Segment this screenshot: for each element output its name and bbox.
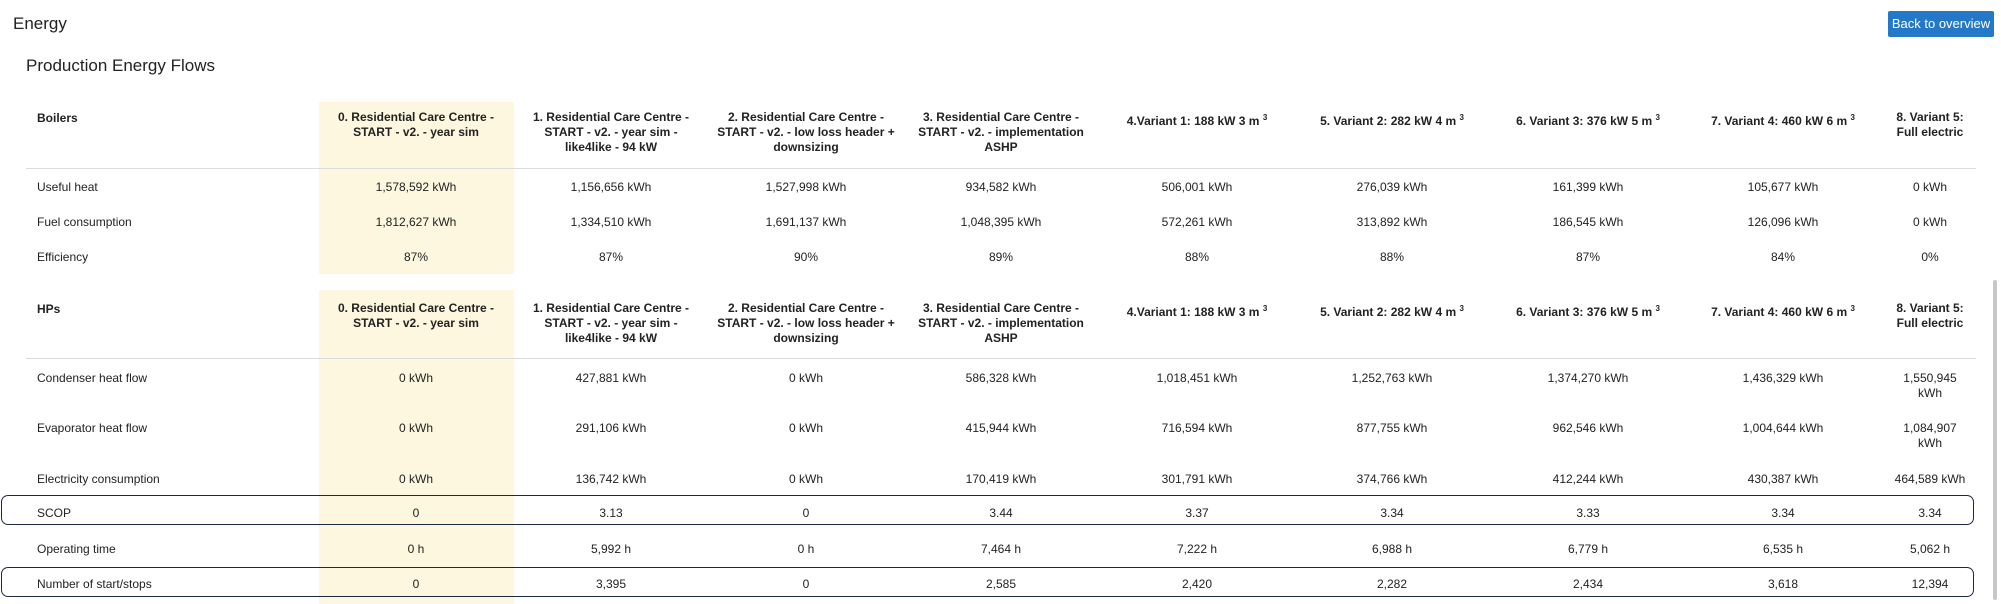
table-cell: 301,791 kWh (1161, 472, 1233, 486)
scop-row-outline (1, 495, 1974, 525)
header-divider (26, 168, 1976, 169)
column-header-text: 5. Variant 2: 282 kW 4 m (1320, 305, 1460, 319)
column-header-unit-superscript: 3 (1850, 304, 1855, 313)
table-cell: 430,387 kWh (1747, 472, 1819, 486)
table-cell: 0 (802, 577, 810, 591)
table-cell: 0 h (797, 542, 815, 556)
column-header-text: 2. Residential Care Centre - START - v2. - low loss header + downsizing (717, 301, 895, 345)
column-header-1 (526, 110, 696, 155)
column-header-6 (1503, 301, 1673, 320)
table-cell: 374,766 kWh (1356, 472, 1428, 486)
table-cell: 6,535 h (1762, 542, 1804, 556)
table-cell: 427,881 kWh (575, 371, 647, 385)
row-label: Evaporator heat flow (37, 421, 148, 435)
table-cell: 3.44 (989, 506, 1013, 520)
column-header-unit-superscript: 3 (1850, 113, 1855, 122)
table-cell: 6,988 h (1371, 542, 1413, 556)
table-cell: 1,252,763 kWh (1351, 371, 1433, 385)
table-cell: 3,395 (595, 577, 627, 591)
table-cell: 3.34 (1380, 506, 1404, 520)
table-cell: 5,062 h (1909, 542, 1951, 556)
column-header-3 (916, 110, 1086, 155)
table-cell: 0 kWh (788, 371, 823, 385)
table-cell: 0 h (407, 542, 425, 556)
table-cell: 877,755 kWh (1356, 421, 1428, 435)
column-header-text: 3. Residential Care Centre - START - v2. - implementation ASHP (918, 301, 1084, 345)
boilers-header-label: Boilers (37, 111, 78, 125)
table-cell: 126,096 kWh (1747, 215, 1819, 229)
table-cell: 1,527,998 kWh (765, 180, 847, 194)
table-cell: 12,394 (1911, 577, 1949, 591)
table-cell: 1,374,270 kWh (1547, 371, 1629, 385)
column-header-4 (1112, 301, 1282, 320)
table-cell: 3.13 (599, 506, 623, 520)
column-header-text: 2. Residential Care Centre - START - v2. - low loss header + downsizing (717, 110, 895, 154)
table-cell: 1,156,656 kWh (570, 180, 652, 194)
table-cell: 1,084,907 kWh (1903, 421, 1957, 450)
column-header-8 (1885, 301, 1975, 331)
table-cell: 88% (1184, 250, 1210, 264)
table-cell: 0 kWh (1912, 215, 1947, 229)
table-cell: 586,328 kWh (965, 371, 1037, 385)
table-cell: 90% (793, 250, 819, 264)
table-cell: 3.33 (1576, 506, 1600, 520)
table-cell: 5,992 h (590, 542, 632, 556)
table-cell: 0 kWh (398, 472, 433, 486)
column-header-2 (711, 301, 901, 346)
table-cell: 962,546 kWh (1552, 421, 1624, 435)
column-header-text: 5. Variant 2: 282 kW 4 m (1320, 114, 1460, 128)
column-header-text: 0. Residential Care Centre - START - v2. - year sim (337, 301, 495, 330)
table-cell: 0% (1921, 250, 1939, 264)
row-label: Fuel consumption (37, 215, 132, 229)
table-cell: 1,691,137 kWh (765, 215, 847, 229)
table-cell: 0 kWh (398, 371, 433, 385)
table-cell: 276,039 kWh (1356, 180, 1428, 194)
table-cell: 2,282 (1376, 577, 1408, 591)
table-cell: 3.37 (1185, 506, 1209, 520)
column-header-7 (1698, 110, 1868, 129)
row-label: Efficiency (37, 250, 89, 264)
table-cell: 1,436,329 kWh (1742, 371, 1824, 385)
table-cell: 2,434 (1572, 577, 1604, 591)
column-header-text: 7. Variant 4: 460 kW 6 m (1711, 305, 1851, 319)
table-cell: 2,585 (985, 577, 1017, 591)
table-cell: 161,399 kWh (1552, 180, 1624, 194)
column-header-0 (324, 301, 509, 331)
table-cell: 1,578,592 kWh (375, 180, 457, 194)
table-cell: 6,779 h (1567, 542, 1609, 556)
page-title: Energy (13, 14, 67, 33)
table-cell: 136,742 kWh (575, 472, 647, 486)
table-cell: 3,618 (1767, 577, 1799, 591)
table-cell: 3.34 (1918, 506, 1942, 520)
section-title: Production Energy Flows (26, 56, 215, 75)
row-label: Number of start/stops (37, 577, 152, 591)
column-header-text: 6. Variant 3: 376 kW 5 m (1516, 114, 1656, 128)
row-label: Condenser heat flow (37, 371, 148, 385)
table-cell: 170,419 kWh (965, 472, 1037, 486)
column-header-text: 1. Residential Care Centre - START - v2. - year sim - like4like - 94 kW (532, 301, 690, 345)
table-cell: 87% (1575, 250, 1601, 264)
table-cell: 1,550,945 kWh (1903, 371, 1957, 400)
table-cell: 464,589 kWh (1894, 472, 1966, 486)
table-cell: 1,334,510 kWh (570, 215, 652, 229)
column-header-text: 1. Residential Care Centre - START - v2. - year sim - like4like - 94 kW (532, 110, 690, 154)
column-header-5 (1307, 301, 1477, 320)
column-header-text: 8. Variant 5: Full electric (1896, 301, 1964, 330)
table-cell: 1,812,627 kWh (375, 215, 457, 229)
column-header-unit-superscript: 3 (1459, 113, 1464, 122)
table-cell: 934,582 kWh (965, 180, 1037, 194)
table-cell: 2,420 (1181, 577, 1213, 591)
row-label: Electricity consumption (37, 472, 160, 486)
column-header-unit-superscript: 3 (1655, 304, 1660, 313)
column-header-text: 4.Variant 1: 188 kW 3 m (1126, 114, 1263, 128)
table-cell: 1,004,644 kWh (1742, 421, 1824, 435)
column-header-unit-superscript: 3 (1262, 304, 1268, 313)
column-header-0 (324, 110, 509, 140)
table-cell: 7,464 h (980, 542, 1022, 556)
column-header-3 (916, 301, 1086, 346)
table-cell: 0 kWh (398, 421, 433, 435)
table-cell: 0 kWh (788, 472, 823, 486)
row-label: SCOP (37, 506, 72, 520)
column-header-6 (1503, 110, 1673, 129)
table-cell: 506,001 kWh (1161, 180, 1233, 194)
top-bar (0, 0, 2001, 50)
table-cell: 0 (802, 506, 810, 520)
table-cell: 87% (403, 250, 429, 264)
column-header-text: 8. Variant 5: Full electric (1896, 110, 1964, 139)
header-divider (26, 358, 1976, 359)
table-cell: 291,106 kWh (575, 421, 647, 435)
column-header-8 (1885, 110, 1975, 140)
back-to-overview-button[interactable]: Back to overview (1888, 11, 1994, 37)
column-header-unit-superscript: 3 (1262, 113, 1268, 122)
column-header-5 (1307, 110, 1477, 129)
column-header-2 (711, 110, 901, 155)
table-cell: 89% (988, 250, 1014, 264)
table-cell: 88% (1379, 250, 1405, 264)
table-cell: 415,944 kWh (965, 421, 1037, 435)
table-cell: 313,892 kWh (1356, 215, 1428, 229)
table-cell: 572,261 kWh (1161, 215, 1233, 229)
table-cell: 3.34 (1771, 506, 1795, 520)
table-cell: 0 (412, 506, 420, 520)
column-header-unit-superscript: 3 (1459, 304, 1464, 313)
table-cell: 84% (1770, 250, 1796, 264)
column-header-text: 4.Variant 1: 188 kW 3 m (1126, 305, 1263, 319)
column-header-text: 0. Residential Care Centre - START - v2. - year sim (337, 110, 495, 139)
start-stops-row-outline (1, 567, 1974, 597)
table-cell: 1,018,451 kWh (1156, 371, 1238, 385)
table-cell: 0 kWh (788, 421, 823, 435)
column-header-7 (1698, 301, 1868, 320)
hps-header-label: HPs (37, 302, 61, 316)
table-cell: 716,594 kWh (1161, 421, 1233, 435)
column-header-4 (1112, 110, 1282, 129)
column-header-1 (526, 301, 696, 346)
column-header-unit-superscript: 3 (1655, 113, 1660, 122)
column-header-text: 7. Variant 4: 460 kW 6 m (1711, 114, 1851, 128)
table-cell: 412,244 kWh (1552, 472, 1624, 486)
table-cell: 0 (412, 577, 420, 591)
row-label: Useful heat (37, 180, 98, 194)
table-cell: 7,222 h (1176, 542, 1218, 556)
row-label: Operating time (37, 542, 116, 556)
scrollbar-thumb[interactable] (1993, 280, 1997, 600)
column-header-text: 3. Residential Care Centre - START - v2. - implementation ASHP (918, 110, 1084, 154)
table-cell: 87% (598, 250, 624, 264)
table-cell: 0 kWh (1912, 180, 1947, 194)
table-cell: 1,048,395 kWh (960, 215, 1042, 229)
table-cell: 186,545 kWh (1552, 215, 1624, 229)
table-cell: 105,677 kWh (1747, 180, 1819, 194)
column-header-text: 6. Variant 3: 376 kW 5 m (1516, 305, 1656, 319)
